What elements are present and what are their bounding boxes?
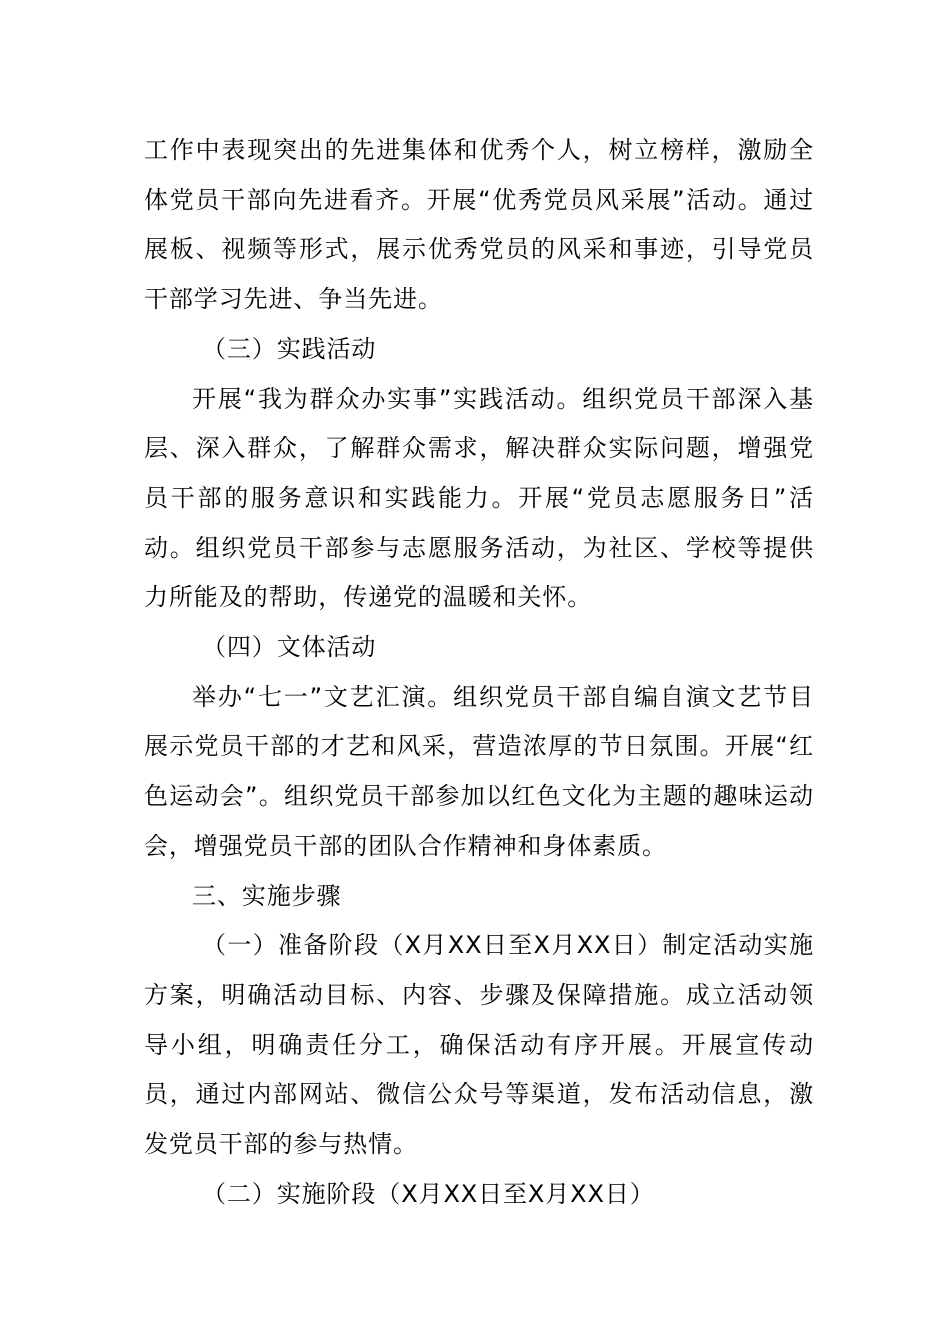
subheading-implementation-stage: （二）实施阶段（X月XX日至X月XX日） [202, 1179, 655, 1208]
heading-implementation-steps: 三、实施步骤 [192, 881, 342, 910]
subheading-cultural-sports-activities: （四）文体活动 [202, 633, 377, 662]
paragraph-commendation: 工作中表现突出的先进集体和优秀个人，树立榜样，激励全体党员干部向先进看齐。开展“优秀党员风采展”活动。通过展板、视频等形式，展示优秀党员的风采和事迹，引导党员干部学习先进、争当先进。 [144, 136, 814, 314]
paragraph-cultural-sports-activities: 举办“七一”文艺汇演。组织党员干部自编自演文艺节目展示党员干部的才艺和风采，营造浓厚的节日氛围。开展“红色运动会”。组织党员干部参加以红色文化为主题的趣味运动会，增强党员干部的团队合作精神和身体素质。 [144, 682, 814, 860]
subheading-practice-activities: （三）实践活动 [202, 334, 377, 363]
paragraph-practice-activities: 开展“我为群众办实事”实践活动。组织党员干部深入基层、深入群众，了解群众需求，解决群众实际问题，增强党员干部的服务意识和实践能力。开展“党员志愿服务日”活动。组织党员干部参与志愿服务活动，为社区、学校等提供力所能及的帮助，传递党的温暖和关怀。 [144, 384, 814, 612]
paragraph-preparation-stage: （一）准备阶段（X月XX日至X月XX日）制定活动实施方案，明确活动目标、内容、步骤及保障措施。成立活动领导小组，明确责任分工，确保活动有序开展。开展宣传动员，通过内部网站、微信公众号等渠道，发布活动信息，激发党员干部的参与热情。 [144, 931, 814, 1159]
document-body [144, 126, 814, 1219]
